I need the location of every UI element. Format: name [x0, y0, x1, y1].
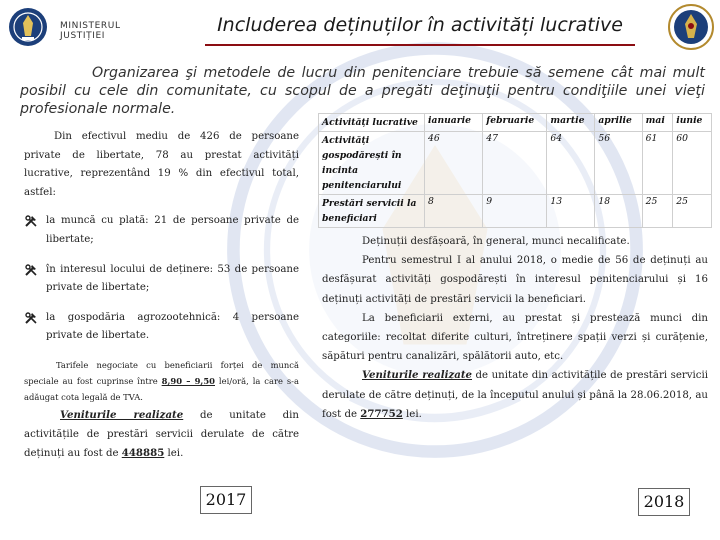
intro-paragraph: Organizarea şi metodele de lucru din penitenciare trebuie să semene cât mai mult posibil cu cele din comunitate, cu scopul de a pregăti deţinuţii pentru condiţiile unei vieţi profesionale normale. — [20, 65, 705, 117]
table-cell: 18 — [595, 195, 642, 228]
row-label: Prestări servicii la beneficiari — [319, 195, 425, 228]
table-cell: 60 — [673, 132, 712, 195]
year-badge-2018: 2018 — [638, 488, 690, 516]
list-item: în interesul locului de deținere: 53 de persoane private de libertate; — [24, 261, 299, 298]
left-column-2017 — [24, 128, 299, 463]
table-cell: 47 — [483, 132, 547, 195]
table-header-row — [319, 114, 712, 132]
table-cell: 64 — [547, 132, 595, 195]
activities-table — [318, 113, 712, 228]
hammer-wrench-icon — [24, 311, 38, 325]
table-row — [319, 132, 712, 195]
table-cell: 56 — [595, 132, 642, 195]
table-cell: 25 — [642, 195, 673, 228]
list-item: la gospodăria agrozootehnică: 4 persoane private de libertate. — [24, 309, 299, 346]
venituri-2018-paragraph: Veniturile realizate de unitate din activitățile de prestări servicii derulate de către deținuți, de la începutul anului și până la 28.06.2018, au fost de 277752 lei. — [322, 369, 708, 420]
right-column-2018 — [322, 232, 708, 424]
column-header: martie — [547, 114, 595, 132]
column-header: aprilie — [595, 114, 642, 132]
ministry-label: MINISTERUL JUSTIȚIEI — [60, 21, 121, 41]
munci-paragraph: Deținuții desfășoară, în general, munci necalificate. — [362, 236, 630, 247]
venituri-2017-paragraph: Veniturile realizate de unitate din activitățile de prestări servicii derulate de către deținuți au fost de 448885 lei. — [24, 408, 299, 459]
table-cell: 25 — [673, 195, 712, 228]
table-cell: 9 — [483, 195, 547, 228]
table-cell: 8 — [425, 195, 483, 228]
page-title: Includerea deținuților în activități lucrative — [217, 14, 623, 36]
venituri-amount: 277752 — [360, 407, 403, 420]
column-header: mai — [642, 114, 673, 132]
efectiv-paragraph: Din efectivul mediu de 426 de persoane private de libertate, 78 au prestat activități lucrative, reprezentând 19 % din efectivul total, astfel: — [24, 131, 299, 198]
table-row — [319, 195, 712, 228]
ministry-crest-icon — [8, 6, 56, 48]
activity-list — [24, 212, 299, 346]
table-cell: 61 — [642, 132, 673, 195]
column-header: februarie — [483, 114, 547, 132]
table-cell: 46 — [425, 132, 483, 195]
semestru-paragraph: Pentru semestrul I al anului 2018, o medie de 56 de deținuți au desfășurat activități gospodărești în interesul penitenciarului și 16 deținuți activități de prestări servicii la beneficiari. — [322, 255, 708, 305]
table-cell: 13 — [547, 195, 595, 228]
row-label: Activități gospodărești în incinta penitenciarului — [319, 132, 425, 195]
year-badge-2017: 2017 — [200, 486, 252, 514]
venituri-label: Veniturile realizate — [362, 369, 473, 382]
hammer-wrench-icon — [24, 214, 38, 228]
penitentiary-seal-icon — [668, 4, 714, 50]
column-header: ianuarie — [425, 114, 483, 132]
venituri-label: Veniturile realizate — [60, 408, 184, 421]
hammer-wrench-icon — [24, 263, 38, 277]
venituri-amount: 448885 — [121, 446, 165, 459]
list-item: la muncă cu plată: 21 de persoane private de libertate; — [24, 212, 299, 249]
tarif-paragraph: Tarifele negociate cu beneficiarii forței de muncă speciale au fost cuprinse între 8,90 – 9,50 lei/oră, la care s-a adăugat cota legală de TVA. — [24, 359, 299, 402]
ministry-logo — [8, 6, 168, 48]
column-header: Activități lucrative — [319, 114, 425, 132]
column-header: iunie — [673, 114, 712, 132]
beneficiari-paragraph: La beneficiarii externi, au prestat și prestează munci din categoriile: recoltat diferite culturi, întreținere spații verzi și curățenie, săpături pentru canalizări, spălătorii auto, etc. — [322, 312, 708, 363]
tarif-range: 8,90 – 9,50 — [161, 375, 215, 386]
title-underline — [205, 44, 635, 46]
